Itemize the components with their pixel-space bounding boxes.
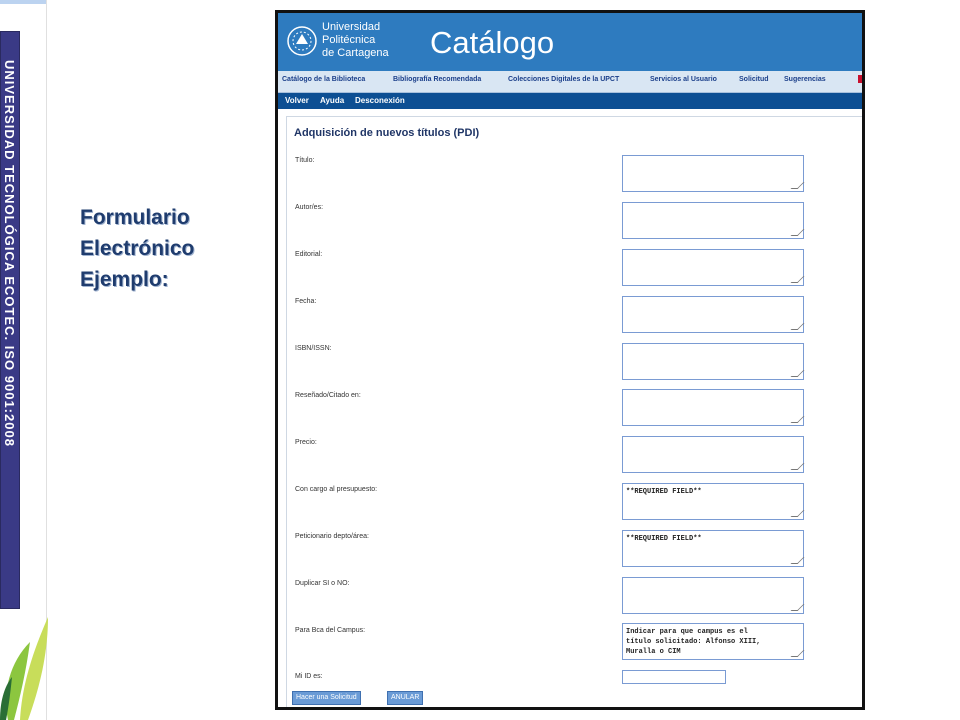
form-title: Adquisición de nuevos títulos (PDI): [294, 127, 480, 139]
slide-title: [80, 202, 194, 295]
university-seal-icon: [287, 26, 317, 56]
nav-volver[interactable]: Volver: [285, 96, 309, 105]
acquisition-form: [286, 116, 863, 710]
nav-colecciones[interactable]: Colecciones Digitales de la UPCT: [508, 76, 620, 83]
submit-request-button[interactable]: Hacer una Solicitud: [292, 691, 361, 705]
field-label: Editorial:: [295, 251, 323, 258]
nav-ayuda[interactable]: Ayuda: [320, 96, 345, 105]
field-label: ISBN/ISSN:: [295, 345, 332, 352]
field-label: Título:: [295, 157, 315, 164]
autor-input[interactable]: [622, 202, 804, 239]
nav-bibliografia[interactable]: Bibliografía Recomendada: [393, 76, 482, 83]
field-label: Peticionario depto/área:: [295, 533, 369, 540]
field-label: Precio:: [295, 439, 317, 446]
field-label: Duplicar SI o NO:: [295, 580, 350, 587]
flag-icon[interactable]: [858, 75, 865, 83]
slide-title-line: Ejemplo:: [80, 268, 169, 291]
nav-catalogo[interactable]: Catálogo de la Biblioteca: [282, 76, 366, 83]
field-label: Autor/es:: [295, 204, 324, 211]
field-label: Con cargo al presupuesto:: [295, 486, 378, 493]
leaf-logo-icon: [0, 612, 50, 720]
precio-input[interactable]: [622, 436, 804, 473]
nav-desconexion[interactable]: Desconexión: [355, 96, 405, 105]
field-label: Fecha:: [295, 298, 317, 305]
id-label: Mi ID es:: [295, 673, 323, 680]
field-label: Para Bca del Campus:: [295, 627, 366, 634]
slide-title-line: Formulario: [80, 206, 190, 229]
side-banner-text: UNIVERSIDAD TECNOLÓGICA ECOTEC. ISO 9001:2008: [2, 60, 17, 447]
id-input[interactable]: [622, 670, 726, 684]
presupuesto-input[interactable]: **REQUIRED FIELD**: [622, 483, 804, 520]
resenado-input[interactable]: [622, 389, 804, 426]
nav-sugerencias[interactable]: Sugerencias: [784, 76, 826, 83]
top-nav: [278, 71, 865, 93]
screenshot-frame: [275, 10, 865, 710]
titulo-input[interactable]: [622, 155, 804, 192]
peticionario-input[interactable]: **REQUIRED FIELD**: [622, 530, 804, 567]
cancel-button[interactable]: ANULAR: [387, 691, 423, 705]
catalog-title: Catálogo: [430, 25, 555, 60]
university-name: Universidad Politécnica de Cartagena: [322, 21, 389, 59]
fecha-input[interactable]: [622, 296, 804, 333]
nav-servicios[interactable]: Servicios al Usuario: [650, 76, 717, 83]
duplicar-input[interactable]: [622, 577, 804, 614]
slide-title-line: Electrónico: [80, 237, 195, 260]
nav-solicitud[interactable]: Solicitud: [739, 76, 769, 83]
corner-decoration: [0, 0, 46, 4]
editorial-input[interactable]: [622, 249, 804, 286]
site-header: [278, 13, 865, 71]
field-label: Reseñado/Citado en:: [295, 392, 361, 399]
sub-nav: [278, 93, 865, 109]
isbn-input[interactable]: [622, 343, 804, 380]
campus-input[interactable]: Indicar para que campus es el título solicitado: Alfonso XIII, Muralla o CIM: [622, 623, 804, 660]
